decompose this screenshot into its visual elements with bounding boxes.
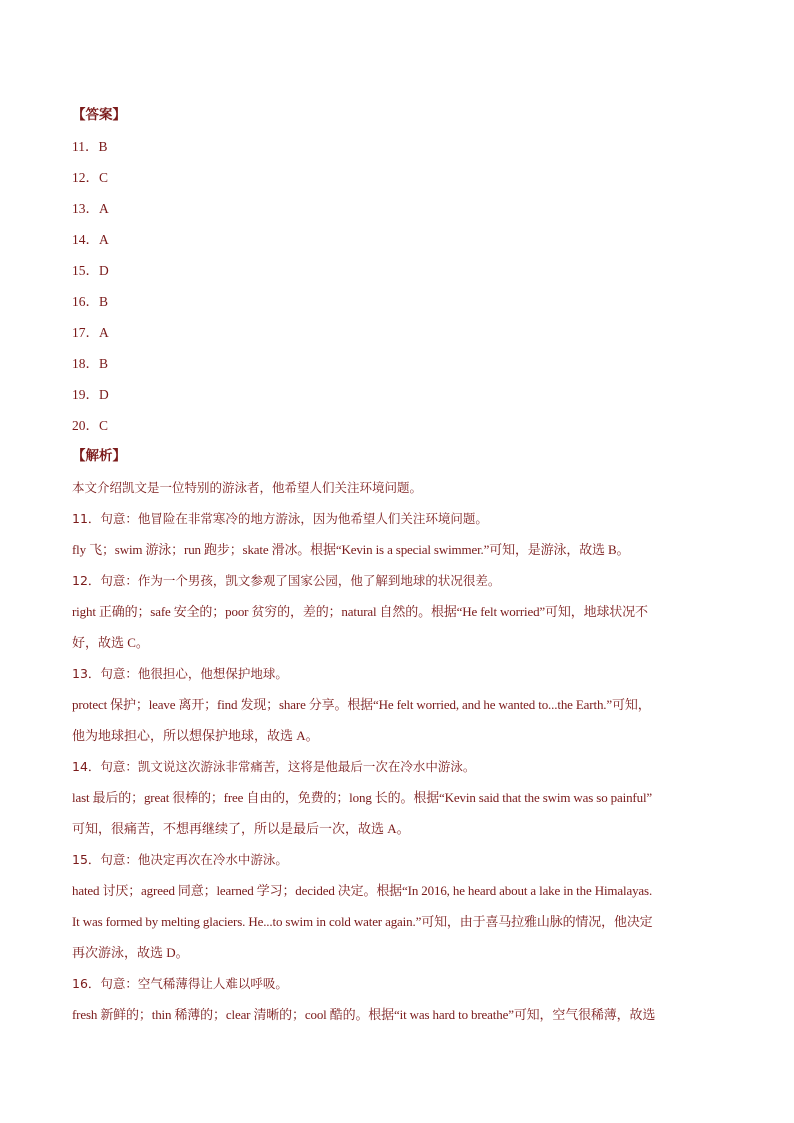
- answer-item: 20．C: [72, 418, 109, 433]
- explanation-line: 好，故选 C。: [72, 635, 149, 650]
- explanation-line: protect 保护；leave 离开；find 发现；share 分享。根据“He felt worried, and he wanted to...the Earth.”可知，: [72, 697, 651, 712]
- answer-item: 18．B: [72, 356, 109, 371]
- answer-item: 13．A: [72, 201, 109, 216]
- explanation-line: fly 飞；swim 游泳；run 跑步；skate 滑冰。根据“Kevin is a special swimmer.”可知，是游泳，故选 B。: [72, 542, 630, 557]
- answer-item: 16．B: [72, 294, 109, 309]
- explanation-line: right 正确的；safe 安全的；poor 贫穷的，差的；natural 自然的。根据“He felt worried”可知，地球状况不: [72, 604, 648, 619]
- explanation-line: fresh 新鲜的；thin 稀薄的；clear 清晰的；cool 酷的。根据“it was hard to breathe”可知，空气很稀薄，故选: [72, 1007, 656, 1022]
- explanation-line: 再次游泳，故选 D。: [72, 945, 189, 960]
- explanation-line: hated 讨厌；agreed 同意；learned 学习；decided 决定。根据“In 2016, he heard about a lake in the Himalayas.: [72, 883, 653, 898]
- explanation-line: 可知，很痛苦，不想再继续了，所以是最后一次，故选 A。: [72, 821, 410, 836]
- explanation-line: 11．句意：他冒险在非常寒冷的地方游泳，因为他希望人们关注环境问题。: [72, 511, 488, 526]
- explanation-line: 12．句意：作为一个男孩，凯文参观了国家公园，他了解到地球的状况很差。: [72, 573, 501, 588]
- document-page: [72, 100, 722, 1030]
- explanation-line: last 最后的；great 很棒的；free 自由的，免费的；long 长的。根据“Kevin said that the swim was so painful”: [72, 790, 653, 805]
- explanation-line: It was formed by melting glaciers. He...to swim in cold water again.”可知，由于喜马拉雅山脉的情况，他决定: [72, 914, 653, 929]
- answer-item: 15．D: [72, 263, 109, 278]
- explanation-line: 13．句意：他很担心，他想保护地球。: [72, 666, 288, 681]
- explanation-list: [72, 503, 722, 1030]
- explanation-line: 15．句意：他决定再次在冷水中游泳。: [72, 852, 288, 867]
- analysis-heading: 【解析】: [72, 448, 126, 464]
- answer-item: 12．C: [72, 170, 109, 185]
- explanation-line: 16．句意：空气稀薄得让人难以呼吸。: [72, 976, 288, 991]
- answer-item: 11．B: [72, 139, 108, 154]
- answer-item: 14．A: [72, 232, 109, 247]
- answer-list: [72, 131, 722, 441]
- summary-text: 本文介绍凯文是一位特别的游泳者，他希望人们关注环境问题。: [72, 480, 423, 495]
- answer-item: 17．A: [72, 325, 109, 340]
- explanation-line: 他为地球担心，所以想保护地球，故选 A。: [72, 728, 319, 743]
- answer-heading: 【答案】: [72, 107, 126, 123]
- answer-item: 19．D: [72, 387, 109, 402]
- explanation-line: 14．句意：凯文说这次游泳非常痛苦，这将是他最后一次在冷水中游泳。: [72, 759, 476, 774]
